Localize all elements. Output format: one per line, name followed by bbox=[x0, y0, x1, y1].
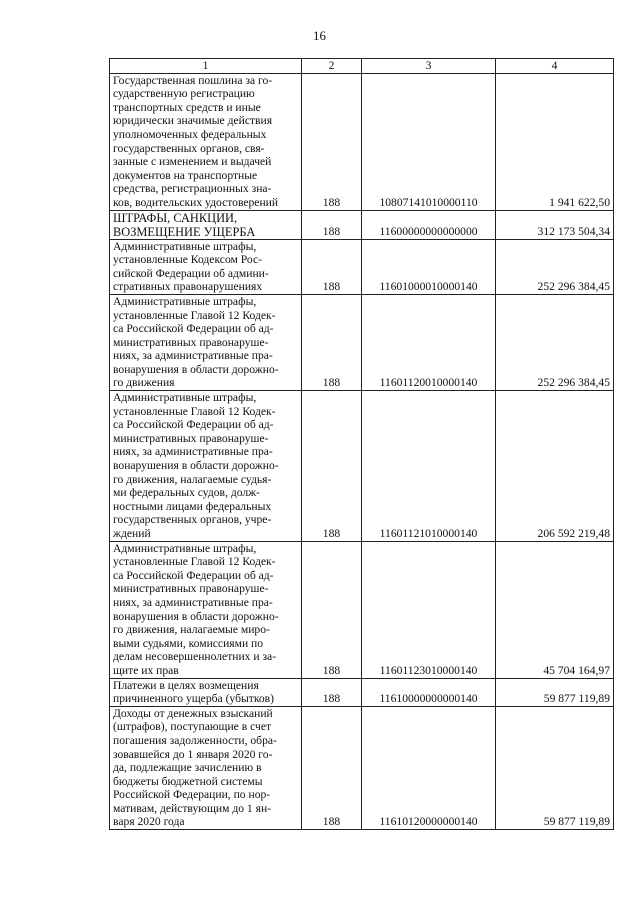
row-admin-code: 188 bbox=[302, 706, 362, 829]
row-admin-code: 188 bbox=[302, 239, 362, 294]
row-admin-code: 188 bbox=[302, 294, 362, 390]
row-classification-code: 11610120000000140 bbox=[362, 706, 496, 829]
row-amount: 59 877 119,89 bbox=[496, 706, 614, 829]
table-row bbox=[110, 678, 614, 706]
revenue-table bbox=[109, 58, 614, 830]
row-amount: 1 941 622,50 bbox=[496, 73, 614, 210]
table-header-row bbox=[110, 59, 614, 74]
row-classification-code: 11600000000000000 bbox=[362, 210, 496, 239]
row-admin-code: 188 bbox=[302, 210, 362, 239]
row-amount: 59 877 119,89 bbox=[496, 678, 614, 706]
row-amount: 252 296 384,45 bbox=[496, 294, 614, 390]
row-classification-code: 11601120010000140 bbox=[362, 294, 496, 390]
row-name: Доходы от денежных взысканий (штрафов), поступающие в счет погашения задолженности, обра- зовавшейся до 1 января 2020 го- да, подлежащие зачислению в бюджеты бюджетной системы Российской Федерации, по нор- мативам, действующим до 1 ян- варя 2020 года bbox=[110, 706, 302, 829]
row-classification-code: 11610000000000140 bbox=[362, 678, 496, 706]
table-row bbox=[110, 239, 614, 294]
column-header-3: 3 bbox=[362, 59, 496, 74]
row-amount: 206 592 219,48 bbox=[496, 391, 614, 542]
table-row bbox=[110, 391, 614, 542]
row-classification-code: 11601121010000140 bbox=[362, 391, 496, 542]
table-row bbox=[110, 294, 614, 390]
row-admin-code: 188 bbox=[302, 73, 362, 210]
row-amount: 312 173 504,34 bbox=[496, 210, 614, 239]
table-row bbox=[110, 210, 614, 239]
row-classification-code: 10807141010000110 bbox=[362, 73, 496, 210]
row-admin-code: 188 bbox=[302, 678, 362, 706]
row-amount: 45 704 164,97 bbox=[496, 541, 614, 678]
row-name: Административные штрафы, установленные Кодексом Рос- сийской Федерации об админи- стративных правонарушениях bbox=[110, 239, 302, 294]
row-name: Государственная пошлина за го- сударственную регистрацию транспортных средств и иные юридически значимые действия уполномоченных федеральных государственных органов, свя- занные с изменением и выдачей документов на транспортные средства, регистрационных зна- ков, водительских удостоверений bbox=[110, 73, 302, 210]
row-name: Платежи в целях возмещения причиненного ущерба (убытков) bbox=[110, 678, 302, 706]
table-row bbox=[110, 541, 614, 678]
table-row bbox=[110, 706, 614, 829]
row-amount: 252 296 384,45 bbox=[496, 239, 614, 294]
row-name: ШТРАФЫ, САНКЦИИ, ВОЗМЕЩЕНИЕ УЩЕРБА bbox=[110, 210, 302, 239]
table-row bbox=[110, 73, 614, 210]
row-name: Административные штрафы, установленные Главой 12 Кодек- са Российской Федерации об ад- министративных правонаруше- ниях, за административные пра- вонарушения в области дорожно- го движения bbox=[110, 294, 302, 390]
row-name: Административные штрафы, установленные Главой 12 Кодек- са Российской Федерации об ад- министративных правонаруше- ниях, за административные пра- вонарушения в области дорожно- го движения, налагаемые судья- ми федеральных судов, долж- ностными лицами федеральных государственных органов, учре- ждений bbox=[110, 391, 302, 542]
row-name: Административные штрафы, установленные Главой 12 Кодек- са Российской Федерации об ад- министративных правонаруше- ниях, за административные пра- вонарушения в области дорожно- го движения, налагаемые миро- выми судьями, комиссиями по делам несовершеннолетних и за- щите их прав bbox=[110, 541, 302, 678]
column-header-2: 2 bbox=[302, 59, 362, 74]
column-header-1: 1 bbox=[110, 59, 302, 74]
row-admin-code: 188 bbox=[302, 541, 362, 678]
row-admin-code: 188 bbox=[302, 391, 362, 542]
page-number: 16 bbox=[313, 28, 326, 43]
row-classification-code: 11601123010000140 bbox=[362, 541, 496, 678]
row-classification-code: 11601000010000140 bbox=[362, 239, 496, 294]
column-header-4: 4 bbox=[496, 59, 614, 74]
